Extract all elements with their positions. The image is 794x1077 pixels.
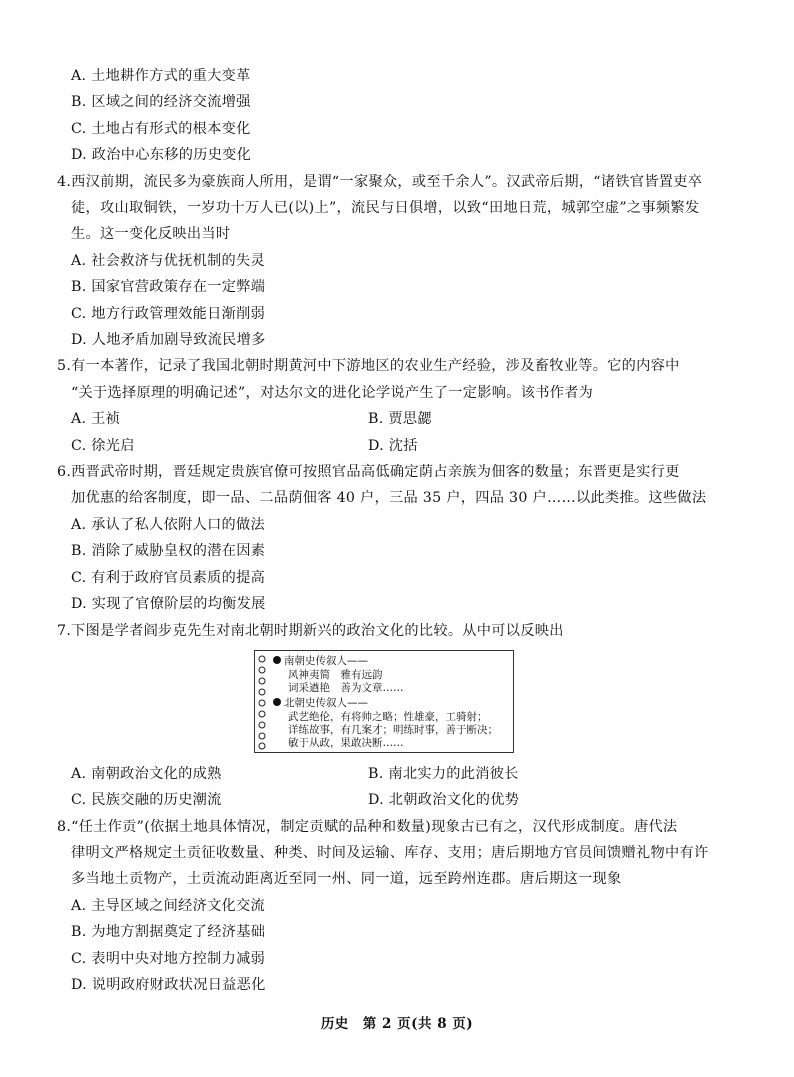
q5-option-a: A. 王祯 bbox=[71, 411, 121, 427]
q4-option-c: C. 地方行政管理效能日渐削弱 bbox=[71, 306, 266, 322]
q4-stem-line1: 4.西汉前期，流民多为豪族商人所用，是谓“一家聚众，或至千余人”。汉武帝后期，“诸铁官皆置吏卒 bbox=[57, 174, 703, 190]
north-line2: 详练故事，有几案才；明练时事，善于断决； bbox=[288, 724, 498, 736]
comparison-figure bbox=[254, 650, 514, 753]
q5-stem-line2: “关于选择原理的明确记述”，对达尔文的进化论学说产生了一定影响。该书作者为 bbox=[71, 385, 594, 401]
q8-option-c: C. 表明中央对地方控制力减弱 bbox=[71, 951, 266, 967]
south-line1: 风神夷简 雅有远韵 bbox=[288, 669, 383, 681]
q6-option-b: B. 消除了威胁皇权的潜在因素 bbox=[71, 543, 266, 559]
q6-option-a: A. 承认了私人依附人口的做法 bbox=[71, 517, 266, 533]
spiral-binding-icon bbox=[257, 654, 267, 750]
q3-option-d: D. 政治中心东移的历史变化 bbox=[71, 147, 252, 163]
q6-stem-line2: 加优惠的给客制度，即一品、二品荫佃客 40 户，三品 35 户，四品 30 户……以此类推。这些做法 bbox=[71, 490, 707, 506]
bullet-icon bbox=[273, 698, 281, 706]
page-footer: 历史 第 2 页(共 8 页) bbox=[320, 1016, 474, 1032]
q4-stem-line2: 徒，攻山取铜铁，一岁功十万人已(以)上”，流民与日俱增，以致“田地日荒，城郭空虚”之事频繁发 bbox=[71, 200, 700, 216]
q5-option-c: C. 徐光启 bbox=[71, 438, 135, 454]
south-title bbox=[273, 655, 368, 668]
q6-option-c: C. 有利于政府官员素质的提高 bbox=[71, 570, 266, 586]
south-line2: 词采遒艳 善为文章…… bbox=[288, 682, 404, 694]
north-title-text: 北朝史传叙人—— bbox=[284, 697, 368, 709]
q4-option-d: D. 人地矛盾加剧导致流民增多 bbox=[71, 332, 266, 348]
q3-option-c: C. 土地占有形式的根本变化 bbox=[71, 121, 251, 137]
q7-option-c: C. 民族交融的历史潮流 bbox=[71, 792, 222, 808]
bullet-icon bbox=[273, 656, 281, 664]
q4-option-a: A. 社会救济与优抚机制的失灵 bbox=[71, 253, 266, 269]
q6-stem-line1: 6.西晋武帝时期，晋廷规定贵族官僚可按照官品高低确定荫占亲族为佃客的数量；东晋更是实行更 bbox=[57, 464, 680, 480]
q5-option-b: B. 贾思勰 bbox=[368, 411, 432, 427]
q8-option-a: A. 主导区域之间经济文化交流 bbox=[71, 898, 266, 914]
q3-option-b: B. 区域之间的经济交流增强 bbox=[71, 94, 251, 110]
q8-stem-line3: 多当地土贡物产，土贡流动距离近至同一州、同一道，远至跨州连郡。唐后期这一现象 bbox=[71, 871, 622, 887]
q4-stem-line3: 生。这一变化反映出当时 bbox=[71, 226, 231, 242]
q3-option-a: A. 土地耕作方式的重大变革 bbox=[71, 68, 251, 84]
q6-option-d: D. 实现了官僚阶层的均衡发展 bbox=[71, 596, 266, 612]
q7-option-b: B. 南北实力的此消彼长 bbox=[368, 766, 519, 782]
q4-option-b: B. 国家官营政策存在一定弊端 bbox=[71, 279, 266, 295]
south-title-text: 南朝史传叙人—— bbox=[284, 655, 368, 667]
q7-stem: 7.下图是学者阎步克先生对南北朝时期新兴的政治文化的比较。从中可以反映出 bbox=[57, 623, 564, 639]
q8-option-b: B. 为地方割据奠定了经济基础 bbox=[71, 924, 266, 940]
north-line1: 武艺绝伦，有将帅之略；性雄豪，工骑射； bbox=[288, 711, 488, 723]
q5-stem-line1: 5.有一本著作，记录了我国北朝时期黄河中下游地区的农业生产经验，涉及畜牧业等。它的内容中 bbox=[57, 358, 680, 374]
north-line3: 敏于从政，果敢决断…… bbox=[288, 737, 404, 749]
q8-option-d: D. 说明政府财政状况日益恶化 bbox=[71, 977, 266, 993]
q7-option-d: D. 北朝政治文化的优势 bbox=[368, 792, 520, 808]
q8-stem-line2: 律明文严格规定土贡征收数量、种类、时间及运输、库存、支用；唐后期地方官员间馈赠礼物中有许 bbox=[71, 845, 709, 861]
q5-option-d: D. 沈括 bbox=[368, 438, 418, 454]
q8-stem-line1: 8.“任土作贡”(依据土地具体情况，制定贡赋的品种和数量)现象古已有之，汉代形成制度。唐代法 bbox=[57, 819, 678, 835]
north-title bbox=[273, 697, 368, 710]
q7-option-a: A. 南朝政治文化的成熟 bbox=[71, 766, 222, 782]
